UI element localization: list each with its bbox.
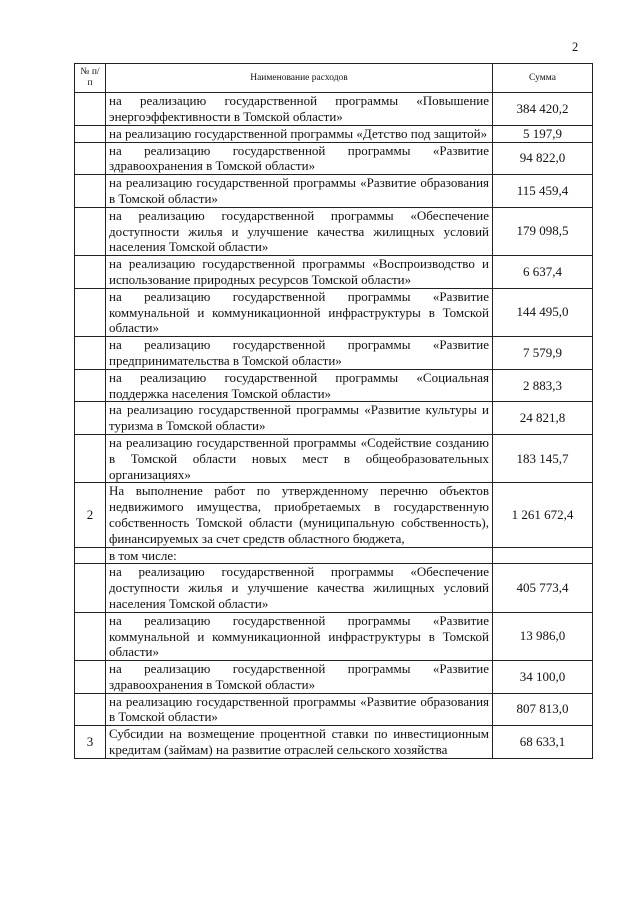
row-number — [75, 288, 106, 336]
row-number — [75, 369, 106, 402]
table-row — [75, 402, 593, 435]
table-row — [75, 612, 593, 660]
table-row — [75, 661, 593, 694]
expense-name: на реализацию государственной программы «Развитие коммунальной и коммуникационной инфраструктуры в Томской области» — [106, 288, 493, 336]
column-header-name: Наименование расходов — [106, 64, 493, 93]
table-row — [75, 564, 593, 612]
row-number — [75, 402, 106, 435]
row-number — [75, 661, 106, 694]
expense-name: на реализацию государственной программы «Обеспечение доступности жилья и улучшение качества жилищных условий населения Томской области» — [106, 564, 493, 612]
expense-sum: 13 986,0 — [493, 612, 593, 660]
expense-sum: 34 100,0 — [493, 661, 593, 694]
expense-name: на реализацию государственной программы «Развитие образования в Томской области» — [106, 175, 493, 208]
table-row — [75, 726, 593, 759]
expense-sum: 384 420,2 — [493, 93, 593, 126]
table-row — [75, 434, 593, 482]
row-number — [75, 693, 106, 726]
expense-sum: 24 821,8 — [493, 402, 593, 435]
expense-sum: 1 261 672,4 — [493, 483, 593, 547]
expense-sum: 183 145,7 — [493, 434, 593, 482]
expense-name: На выполнение работ по утвержденному перечню объектов недвижимого имущества, приобретаемых в государственную собственность Томской области (муниципальную собственность), финансируемых за счет средств областного бюджета, — [106, 483, 493, 547]
table-row — [75, 337, 593, 370]
table-header-row — [75, 64, 593, 93]
table-row — [75, 125, 593, 142]
row-number — [75, 547, 106, 564]
page-number: 2 — [572, 40, 579, 54]
expense-sum: 7 579,9 — [493, 337, 593, 370]
row-number — [75, 337, 106, 370]
expense-name: на реализацию государственной программы «Повышение энергоэффективности в Томской области» — [106, 93, 493, 126]
expense-sum: 94 822,0 — [493, 142, 593, 175]
row-number — [75, 256, 106, 289]
expense-name: Субсидии на возмещение процентной ставки по инвестиционным кредитам (займам) на развитие отраслей сельского хозяйства — [106, 726, 493, 759]
expense-name: на реализацию государственной программы «Социальная поддержка населения Томской области» — [106, 369, 493, 402]
column-header-number: № п/п — [75, 64, 106, 93]
expense-name: в том числе: — [106, 547, 493, 564]
table-row — [75, 175, 593, 208]
expense-name: на реализацию государственной программы «Воспроизводство и использование природных ресурсов Томской области» — [106, 256, 493, 289]
row-number — [75, 612, 106, 660]
table-row — [75, 369, 593, 402]
row-number — [75, 142, 106, 175]
expense-sum: 6 637,4 — [493, 256, 593, 289]
expense-name: на реализацию государственной программы «Развитие образования в Томской области» — [106, 693, 493, 726]
row-number — [75, 434, 106, 482]
expense-name: на реализацию государственной программы «Развитие предпринимательства в Томской области» — [106, 337, 493, 370]
table-row — [75, 207, 593, 255]
column-header-sum: Сумма — [493, 64, 593, 93]
table-row — [75, 142, 593, 175]
row-number — [75, 125, 106, 142]
expense-name: на реализацию государственной программы «Развитие здравоохранения в Томской области» — [106, 142, 493, 175]
table-row — [75, 256, 593, 289]
expense-sum — [493, 547, 593, 564]
row-number — [75, 564, 106, 612]
table-row — [75, 288, 593, 336]
row-number — [75, 93, 106, 126]
expense-sum: 2 883,3 — [493, 369, 593, 402]
expense-name: на реализацию государственной программы «Обеспечение доступности жилья и улучшение качества жилищных условий населения Томской области» — [106, 207, 493, 255]
expense-name: на реализацию государственной программы «Развитие здравоохранения в Томской области» — [106, 661, 493, 694]
expense-sum: 115 459,4 — [493, 175, 593, 208]
row-number — [75, 175, 106, 208]
expense-sum: 807 813,0 — [493, 693, 593, 726]
expense-name: на реализацию государственной программы «Содействие созданию в Томской области новых мест в общеобразовательных организациях» — [106, 434, 493, 482]
table-row — [75, 547, 593, 564]
table-row — [75, 93, 593, 126]
expenses-table — [74, 63, 593, 759]
expense-sum: 405 773,4 — [493, 564, 593, 612]
expense-sum: 5 197,9 — [493, 125, 593, 142]
expense-sum: 68 633,1 — [493, 726, 593, 759]
table-row — [75, 693, 593, 726]
row-number — [75, 207, 106, 255]
row-number: 2 — [75, 483, 106, 547]
expense-name: на реализацию государственной программы «Детство под защитой» — [106, 125, 493, 142]
expense-sum: 179 098,5 — [493, 207, 593, 255]
expense-sum: 144 495,0 — [493, 288, 593, 336]
table-row — [75, 483, 593, 547]
expense-name: на реализацию государственной программы «Развитие коммунальной и коммуникационной инфраструктуры в Томской области» — [106, 612, 493, 660]
expense-name: на реализацию государственной программы «Развитие культуры и туризма в Томской области» — [106, 402, 493, 435]
row-number: 3 — [75, 726, 106, 759]
